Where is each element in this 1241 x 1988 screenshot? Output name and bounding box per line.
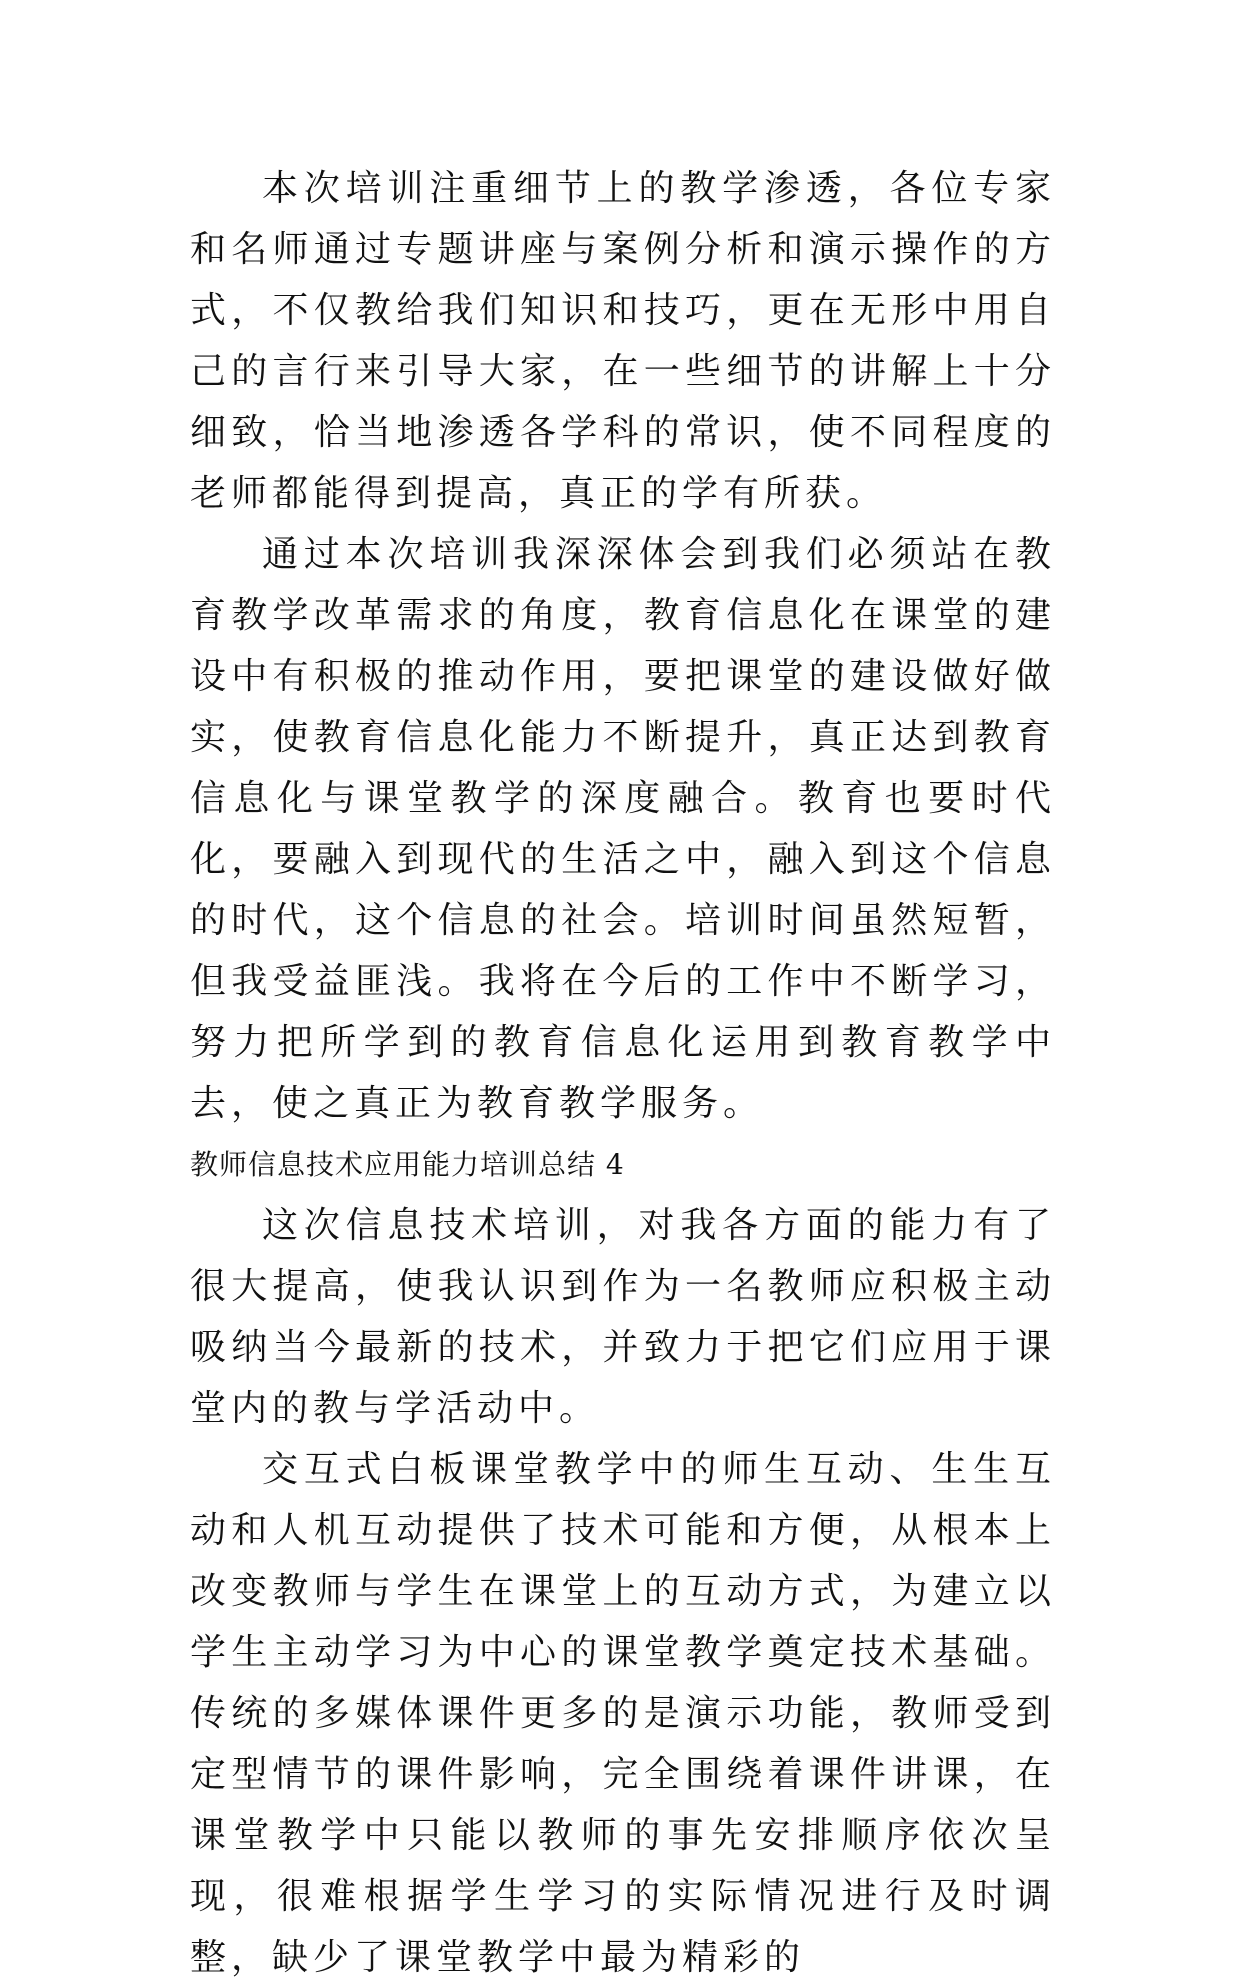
paragraph: 这次信息技术培训，对我各方面的能力有了很大提高，使我认识到作为一名教师应积极主动吸纳当今最新的技术，并致力于把它们应用于课堂内的教与学活动中。 <box>190 1205 1056 1429</box>
paragraph: 通过本次培训我深深体会到我们必须站在教育教学改革需求的角度，教育信息化在课堂的建设中有积极的推动作用，要把课堂的建设做好做实，使教育信息化能力不断提升，真正达到教育信息化与课堂教学的深度融合。教育也要时代化，要融入到现代的生活之中，融入到这个信息的时代，这个信息的社会。培训时间虽然短暂，但我受益匪浅。我将在今后的工作中不断学习，努力把所学到的教育信息化运用到教育教学中去，使之真正为教育教学服务。 <box>190 534 1056 1124</box>
paragraph: 交互式白板课堂教学中的师生互动、生生互动和人机互动提供了技术可能和方便，从根本上改变教师与学生在课堂上的互动方式，为建立以学生主动学习为中心的课堂教学奠定技术基础。传统的多媒体课件更多的是演示功能，教师受到定型情节的课件影响，完全围绕着课件讲课，在课堂教学中只能以教师的事先安排顺序依次呈现，很难根据学生学习的实际情况进行及时调整，缺少了课堂教学中最为精彩的 <box>190 1449 1056 1978</box>
document-page <box>190 158 1056 1988</box>
section-title: 教师信息技术应用能力培训总结 4 <box>190 1148 625 1181</box>
paragraph: 本次培训注重细节上的教学渗透，各位专家和名师通过专题讲座与案例分析和演示操作的方式，不仅教给我们知识和技巧，更在无形中用自己的言行来引导大家，在一些细节的讲解上十分细致，恰当地渗透各学科的常识，使不同程度的老师都能得到提高，真正的学有所获。 <box>190 168 1056 514</box>
